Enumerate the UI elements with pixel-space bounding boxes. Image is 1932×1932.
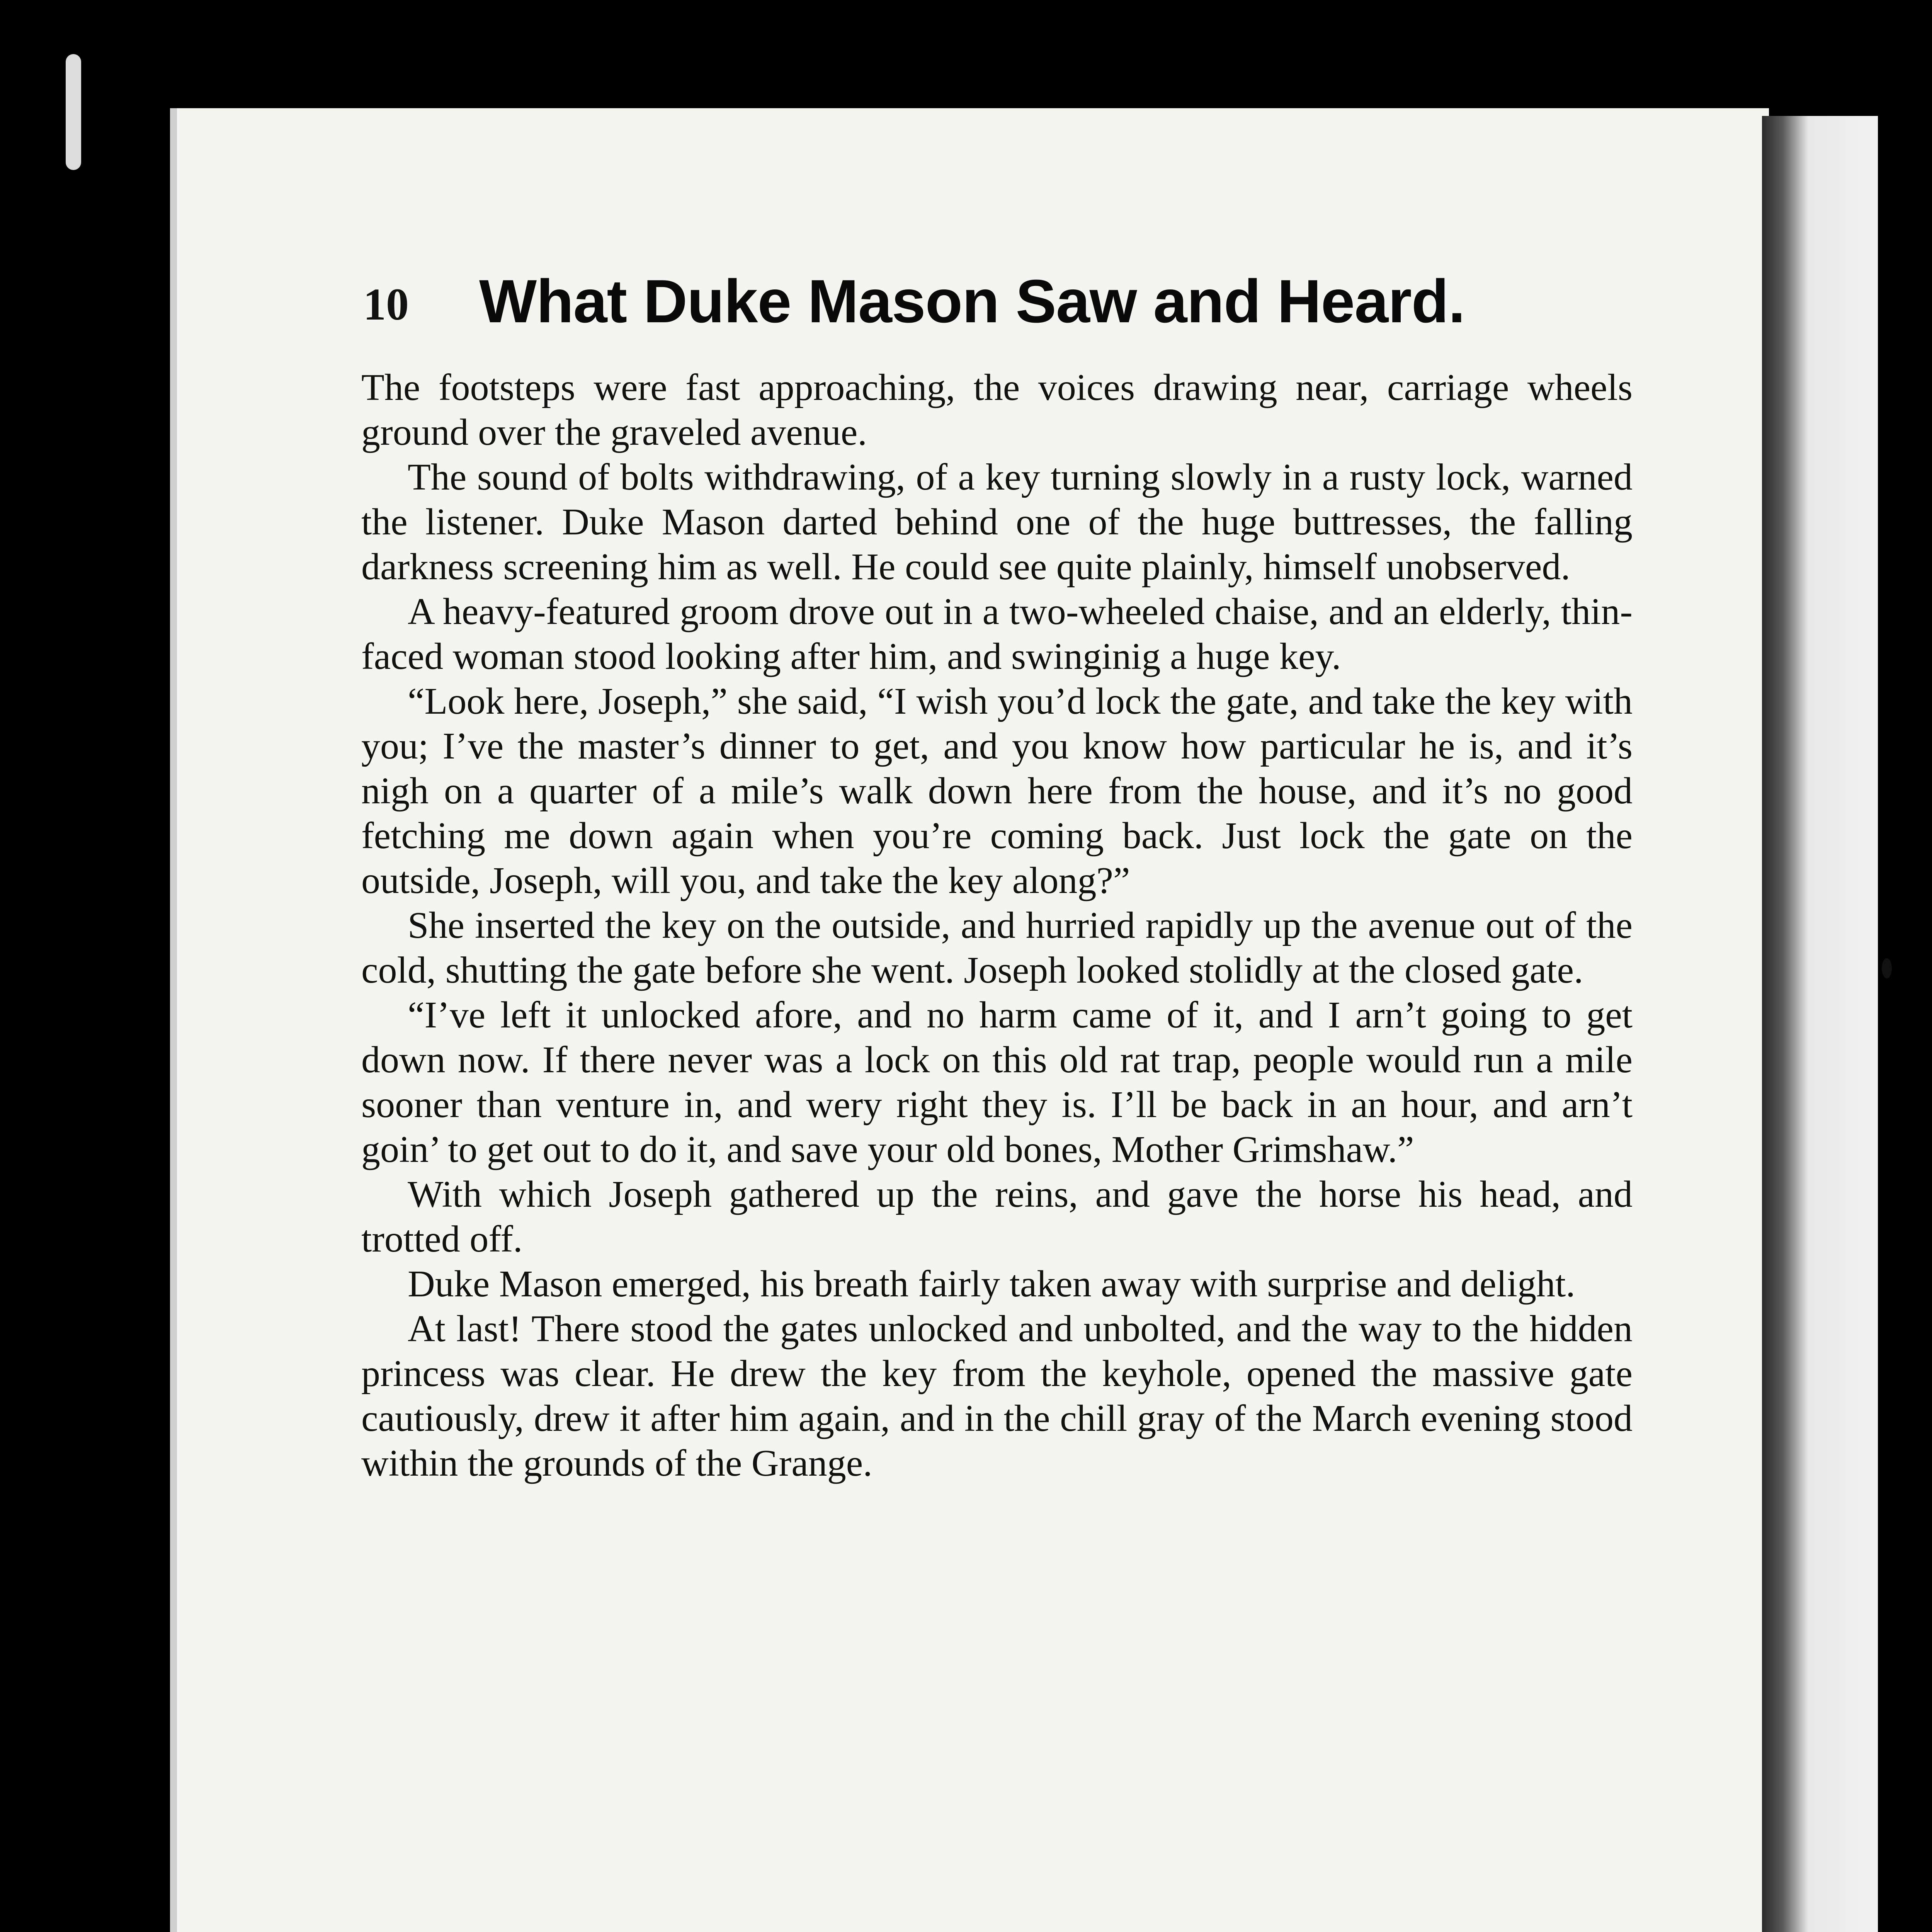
paragraph: The footsteps were fast approaching, the voices drawing near, carriage wheels ground over the graveled avenue. — [361, 367, 1633, 453]
paragraph: She inserted the key on the outside, and hurried rapidly up the avenue out of the cold, shutting the gate before she went. Joseph looked stolidly at the closed gate. — [361, 905, 1633, 991]
paragraph: With which Joseph gathered up the reins, and gave the horse his head, and trotted off. — [361, 1173, 1633, 1260]
body-text — [361, 365, 1633, 1486]
running-title: What Duke Mason Saw and Heard. — [479, 267, 1465, 335]
ink-speck — [66, 54, 81, 170]
paragraph: “Look here, Joseph,” she said, “I wish you’d lock the gate, and take the key with you; I’ve the master’s dinner to get, and you know how particular he is, and it’s nigh on a quarter of a mile’s walk down here from the house, and it’s no good fetching me down again when you’re coming back. Just lock the gate on the outside, Joseph, will you, and take the key along?” — [361, 680, 1633, 901]
page-number: 10 — [363, 279, 409, 330]
page-header — [363, 267, 1638, 335]
ink-speck — [1882, 958, 1892, 978]
paragraph: At last! There stood the gates unlocked and unbolted, and the way to the hidden princess was clear. He drew the key from the keyhole, opened the massive gate cautiously, drew it after him again, and in the chill gray of the March evening stood within the grounds of the Grange. — [361, 1308, 1633, 1484]
paragraph: Duke Mason emerged, his breath fairly taken away with surprise and delight. — [408, 1263, 1575, 1305]
paragraph: The sound of bolts withdrawing, of a key turning slowly in a rusty lock, warned the listener. Duke Mason darted behind one of the huge buttresses, the falling darkness screening him as well. He could see quite plainly, himself unobserved. — [361, 456, 1633, 588]
paragraph: A heavy-featured groom drove out in a two-wheeled chaise, and an elderly, thin-faced woman stood looking after him, and swinginig a huge key. — [361, 591, 1633, 677]
page-edge — [1762, 116, 1878, 1932]
paragraph: “I’ve left it unlocked afore, and no harm came of it, and I arn’t going to get down now. If there never was a lock on this old rat trap, people would run a mile sooner than venture in, and wery right they is. I’ll be back in an hour, and arn’t goin’ to get out to do it, and save your old bones, Mother Grimshaw.” — [361, 994, 1633, 1170]
